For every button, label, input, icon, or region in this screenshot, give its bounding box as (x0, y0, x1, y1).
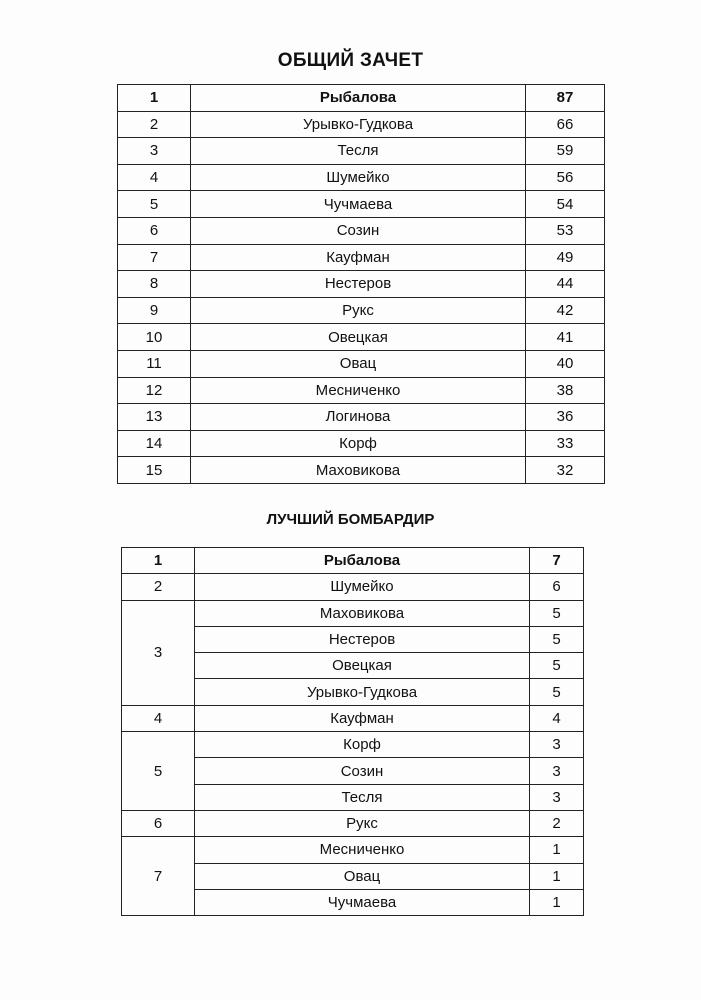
name-cell: Рыбалова (191, 85, 526, 112)
table-row (118, 377, 605, 404)
place-cell: 1 (122, 548, 195, 574)
place-cell: 7 (118, 244, 191, 271)
name-cell: Месниченко (191, 377, 526, 404)
place-cell: 2 (118, 111, 191, 138)
table-row (118, 138, 605, 165)
table-row (122, 600, 584, 626)
table-row (118, 271, 605, 298)
name-cell: Нестеров (195, 626, 530, 652)
place-cell: 13 (118, 404, 191, 431)
table-row (122, 548, 584, 574)
goals-cell: 5 (530, 679, 584, 705)
name-cell: Овецкая (195, 653, 530, 679)
name-cell: Созин (195, 758, 530, 784)
table-row (118, 350, 605, 377)
top-scorer-title: ЛУЧШИЙ БОМБАРДИР (266, 511, 435, 528)
place-cell: 4 (122, 705, 195, 731)
name-cell: Овац (191, 350, 526, 377)
name-cell: Овецкая (191, 324, 526, 351)
place-cell: 6 (118, 217, 191, 244)
points-cell: 49 (526, 244, 605, 271)
points-cell: 32 (526, 457, 605, 484)
name-cell: Овац (195, 863, 530, 889)
place-cell: 12 (118, 377, 191, 404)
table-row (122, 705, 584, 731)
points-cell: 54 (526, 191, 605, 218)
place-cell: 10 (118, 324, 191, 351)
goals-cell: 3 (530, 732, 584, 758)
name-cell: Тесля (191, 138, 526, 165)
name-cell: Чучмаева (191, 191, 526, 218)
goals-cell: 1 (530, 889, 584, 915)
place-cell: 14 (118, 430, 191, 457)
name-cell: Кауфман (195, 705, 530, 731)
place-cell: 5 (118, 191, 191, 218)
goals-cell: 5 (530, 653, 584, 679)
name-cell: Маховикова (195, 600, 530, 626)
goals-cell: 1 (530, 863, 584, 889)
place-cell: 3 (122, 600, 195, 705)
place-cell: 7 (122, 837, 195, 916)
top-scorer-table (121, 547, 584, 916)
name-cell: Шумейко (195, 574, 530, 600)
points-cell: 33 (526, 430, 605, 457)
name-cell: Шумейко (191, 164, 526, 191)
overall-standings-table (117, 84, 605, 484)
points-cell: 38 (526, 377, 605, 404)
goals-cell: 6 (530, 574, 584, 600)
name-cell: Чучмаева (195, 889, 530, 915)
goals-cell: 3 (530, 758, 584, 784)
place-cell: 2 (122, 574, 195, 600)
table-row (118, 457, 605, 484)
goals-cell: 2 (530, 810, 584, 836)
name-cell: Рыбалова (195, 548, 530, 574)
table-row (118, 297, 605, 324)
place-cell: 9 (118, 297, 191, 324)
place-cell: 3 (118, 138, 191, 165)
place-cell: 1 (118, 85, 191, 112)
name-cell: Рукс (191, 297, 526, 324)
name-cell: Урывко-Гудкова (195, 679, 530, 705)
points-cell: 41 (526, 324, 605, 351)
table-row (118, 404, 605, 431)
table-row (118, 217, 605, 244)
name-cell: Месниченко (195, 837, 530, 863)
table-row (122, 732, 584, 758)
table-row (122, 837, 584, 863)
table-row (118, 164, 605, 191)
points-cell: 53 (526, 217, 605, 244)
table-row (118, 430, 605, 457)
table-row (118, 85, 605, 112)
name-cell: Тесля (195, 784, 530, 810)
goals-cell: 3 (530, 784, 584, 810)
table-row (122, 574, 584, 600)
goals-cell: 5 (530, 600, 584, 626)
table-row (118, 191, 605, 218)
name-cell: Логинова (191, 404, 526, 431)
name-cell: Кауфман (191, 244, 526, 271)
place-cell: 6 (122, 810, 195, 836)
table-row (118, 324, 605, 351)
place-cell: 4 (118, 164, 191, 191)
name-cell: Нестеров (191, 271, 526, 298)
points-cell: 66 (526, 111, 605, 138)
points-cell: 59 (526, 138, 605, 165)
points-cell: 87 (526, 85, 605, 112)
table-row (118, 244, 605, 271)
place-cell: 5 (122, 732, 195, 811)
goals-cell: 4 (530, 705, 584, 731)
goals-cell: 1 (530, 837, 584, 863)
name-cell: Корф (195, 732, 530, 758)
place-cell: 11 (118, 350, 191, 377)
overall-standings-title: ОБЩИЙ ЗАЧЕТ (277, 50, 424, 71)
place-cell: 8 (118, 271, 191, 298)
name-cell: Маховикова (191, 457, 526, 484)
points-cell: 56 (526, 164, 605, 191)
goals-cell: 5 (530, 626, 584, 652)
place-cell: 15 (118, 457, 191, 484)
points-cell: 44 (526, 271, 605, 298)
name-cell: Корф (191, 430, 526, 457)
points-cell: 40 (526, 350, 605, 377)
name-cell: Созин (191, 217, 526, 244)
table-row (122, 810, 584, 836)
goals-cell: 7 (530, 548, 584, 574)
points-cell: 42 (526, 297, 605, 324)
points-cell: 36 (526, 404, 605, 431)
table-row (118, 111, 605, 138)
name-cell: Урывко-Гудкова (191, 111, 526, 138)
name-cell: Рукс (195, 810, 530, 836)
